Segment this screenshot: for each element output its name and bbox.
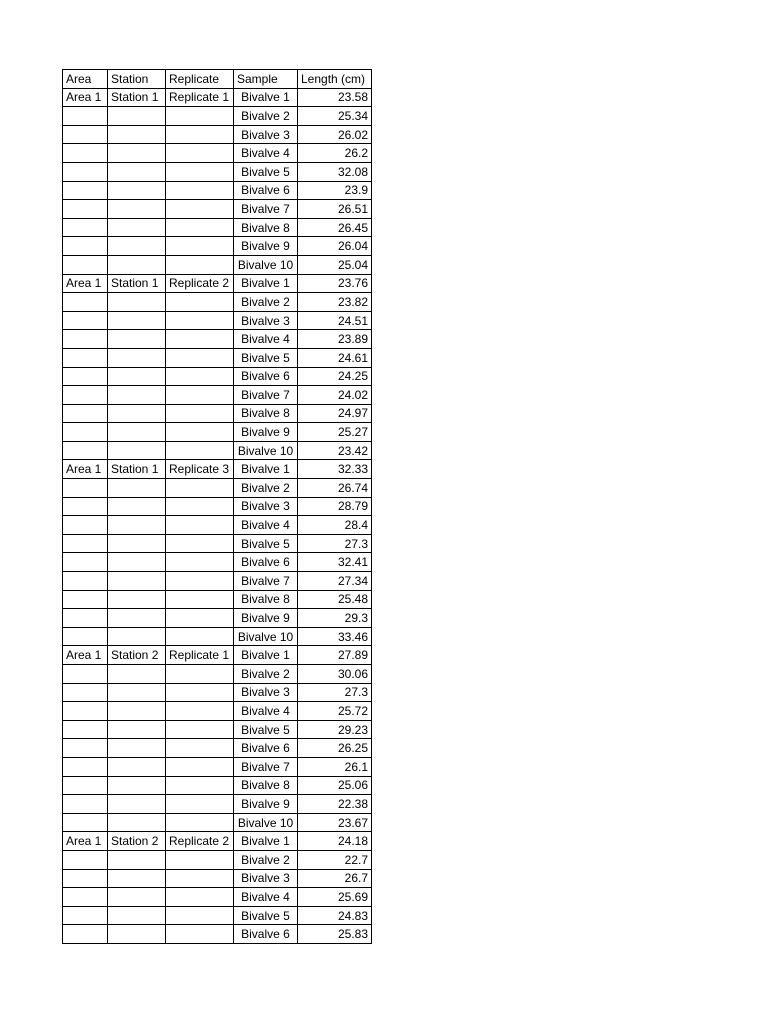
replicate-cell [166, 776, 234, 795]
replicate-cell [166, 162, 234, 181]
station-cell [108, 423, 166, 442]
table-row [63, 293, 372, 312]
replicate-cell: Replicate 3 [166, 460, 234, 479]
area-cell [63, 813, 108, 832]
area-cell [63, 255, 108, 274]
replicate-cell [166, 888, 234, 907]
table-row [63, 720, 372, 739]
area-cell [63, 906, 108, 925]
sample-cell: Bivalve 1 [234, 646, 298, 665]
length-cell: 25.27 [298, 423, 372, 442]
area-cell [63, 293, 108, 312]
replicate-cell [166, 869, 234, 888]
replicate-cell [166, 795, 234, 814]
table-row [63, 850, 372, 869]
area-cell: Area 1 [63, 274, 108, 293]
station-cell [108, 404, 166, 423]
replicate-cell [166, 125, 234, 144]
length-cell: 23.67 [298, 813, 372, 832]
table-row [63, 906, 372, 925]
station-cell [108, 534, 166, 553]
replicate-cell [166, 609, 234, 628]
table-row [63, 795, 372, 814]
area-cell [63, 925, 108, 944]
table-row [63, 683, 372, 702]
sample-cell: Bivalve 8 [234, 776, 298, 795]
area-cell [63, 534, 108, 553]
sample-cell: Bivalve 9 [234, 609, 298, 628]
station-cell [108, 237, 166, 256]
area-cell [63, 200, 108, 219]
table-row [63, 367, 372, 386]
length-cell: 24.18 [298, 832, 372, 851]
table-row [63, 609, 372, 628]
length-cell: 24.97 [298, 404, 372, 423]
replicate-cell [166, 757, 234, 776]
table-row [63, 181, 372, 200]
table-row [63, 255, 372, 274]
table-row [63, 386, 372, 405]
replicate-cell [166, 479, 234, 498]
station-cell [108, 795, 166, 814]
station-cell [108, 218, 166, 237]
header-length: Length (cm) [298, 70, 372, 89]
replicate-cell [166, 255, 234, 274]
sample-cell: Bivalve 5 [234, 720, 298, 739]
sample-cell: Bivalve 2 [234, 293, 298, 312]
length-cell: 27.3 [298, 683, 372, 702]
sample-cell: Bivalve 6 [234, 925, 298, 944]
station-cell [108, 888, 166, 907]
replicate-cell [166, 683, 234, 702]
replicate-cell [166, 516, 234, 535]
area-cell [63, 516, 108, 535]
length-cell: 26.04 [298, 237, 372, 256]
header-area: Area [63, 70, 108, 89]
table-row [63, 888, 372, 907]
header-replicate: Replicate [166, 70, 234, 89]
area-cell [63, 348, 108, 367]
station-cell: Station 1 [108, 460, 166, 479]
station-cell [108, 311, 166, 330]
data-table [62, 69, 372, 944]
header-station: Station [108, 70, 166, 89]
sample-cell: Bivalve 7 [234, 200, 298, 219]
length-cell: 26.1 [298, 757, 372, 776]
length-cell: 26.45 [298, 218, 372, 237]
station-cell [108, 107, 166, 126]
station-cell [108, 906, 166, 925]
sample-cell: Bivalve 3 [234, 125, 298, 144]
station-cell [108, 367, 166, 386]
replicate-cell [166, 572, 234, 591]
table-row [63, 144, 372, 163]
length-cell: 24.51 [298, 311, 372, 330]
table-row [63, 516, 372, 535]
area-cell [63, 479, 108, 498]
sample-cell: Bivalve 3 [234, 683, 298, 702]
sample-cell: Bivalve 1 [234, 274, 298, 293]
sample-cell: Bivalve 6 [234, 553, 298, 572]
area-cell [63, 702, 108, 721]
area-cell [63, 311, 108, 330]
length-cell: 25.48 [298, 590, 372, 609]
header-sample: Sample [234, 70, 298, 89]
length-cell: 23.82 [298, 293, 372, 312]
sample-cell: Bivalve 3 [234, 311, 298, 330]
station-cell [108, 330, 166, 349]
length-cell: 23.76 [298, 274, 372, 293]
replicate-cell [166, 386, 234, 405]
area-cell [63, 739, 108, 758]
area-cell [63, 776, 108, 795]
replicate-cell [166, 441, 234, 460]
replicate-cell [166, 850, 234, 869]
sample-cell: Bivalve 2 [234, 479, 298, 498]
area-cell [63, 572, 108, 591]
replicate-cell: Replicate 1 [166, 88, 234, 107]
length-cell: 32.41 [298, 553, 372, 572]
replicate-cell: Replicate 2 [166, 274, 234, 293]
area-cell [63, 609, 108, 628]
length-cell: 30.06 [298, 665, 372, 684]
station-cell [108, 609, 166, 628]
station-cell [108, 386, 166, 405]
table-row [63, 646, 372, 665]
length-cell: 25.72 [298, 702, 372, 721]
table-row [63, 813, 372, 832]
length-cell: 28.79 [298, 497, 372, 516]
station-cell [108, 683, 166, 702]
table-row [63, 553, 372, 572]
area-cell [63, 441, 108, 460]
sample-cell: Bivalve 5 [234, 906, 298, 925]
area-cell [63, 218, 108, 237]
length-cell: 26.25 [298, 739, 372, 758]
sample-cell: Bivalve 2 [234, 850, 298, 869]
replicate-cell [166, 925, 234, 944]
table-row [63, 627, 372, 646]
table-row [63, 330, 372, 349]
length-cell: 24.61 [298, 348, 372, 367]
sample-cell: Bivalve 4 [234, 516, 298, 535]
station-cell [108, 479, 166, 498]
length-cell: 26.7 [298, 869, 372, 888]
replicate-cell [166, 665, 234, 684]
table-row [63, 832, 372, 851]
area-cell [63, 757, 108, 776]
length-cell: 33.46 [298, 627, 372, 646]
area-cell [63, 850, 108, 869]
station-cell [108, 144, 166, 163]
station-cell [108, 255, 166, 274]
station-cell [108, 627, 166, 646]
table-row [63, 702, 372, 721]
table-row [63, 274, 372, 293]
station-cell [108, 813, 166, 832]
area-cell [63, 386, 108, 405]
sample-cell: Bivalve 1 [234, 460, 298, 479]
sample-cell: Bivalve 7 [234, 386, 298, 405]
area-cell [63, 683, 108, 702]
length-cell: 28.4 [298, 516, 372, 535]
station-cell [108, 497, 166, 516]
length-cell: 26.2 [298, 144, 372, 163]
sample-cell: Bivalve 4 [234, 144, 298, 163]
replicate-cell [166, 200, 234, 219]
length-cell: 27.89 [298, 646, 372, 665]
table-row [63, 107, 372, 126]
area-cell [63, 330, 108, 349]
table-body [63, 88, 372, 943]
length-cell: 27.34 [298, 572, 372, 591]
sample-cell: Bivalve 9 [234, 423, 298, 442]
sample-cell: Bivalve 4 [234, 888, 298, 907]
length-cell: 25.34 [298, 107, 372, 126]
station-cell [108, 757, 166, 776]
replicate-cell: Replicate 2 [166, 832, 234, 851]
length-cell: 26.02 [298, 125, 372, 144]
replicate-cell [166, 906, 234, 925]
sample-cell: Bivalve 6 [234, 181, 298, 200]
area-cell [63, 869, 108, 888]
replicate-cell [166, 627, 234, 646]
sample-cell: Bivalve 3 [234, 497, 298, 516]
replicate-cell [166, 739, 234, 758]
sample-cell: Bivalve 5 [234, 348, 298, 367]
replicate-cell [166, 144, 234, 163]
station-cell [108, 869, 166, 888]
replicate-cell [166, 237, 234, 256]
area-cell: Area 1 [63, 646, 108, 665]
replicate-cell [166, 534, 234, 553]
station-cell [108, 925, 166, 944]
length-cell: 22.38 [298, 795, 372, 814]
length-cell: 25.69 [298, 888, 372, 907]
station-cell [108, 702, 166, 721]
replicate-cell [166, 720, 234, 739]
sample-cell: Bivalve 8 [234, 590, 298, 609]
area-cell [63, 888, 108, 907]
table-row [63, 218, 372, 237]
table-row [63, 460, 372, 479]
sample-cell: Bivalve 10 [234, 255, 298, 274]
area-cell: Area 1 [63, 832, 108, 851]
station-cell [108, 516, 166, 535]
table-row [63, 572, 372, 591]
area-cell: Area 1 [63, 460, 108, 479]
station-cell [108, 181, 166, 200]
replicate-cell: Replicate 1 [166, 646, 234, 665]
table-row [63, 534, 372, 553]
area-cell [63, 107, 108, 126]
station-cell [108, 200, 166, 219]
sample-cell: Bivalve 6 [234, 367, 298, 386]
area-cell [63, 720, 108, 739]
station-cell [108, 293, 166, 312]
sample-cell: Bivalve 1 [234, 88, 298, 107]
table-row [63, 88, 372, 107]
sample-cell: Bivalve 10 [234, 813, 298, 832]
length-cell: 23.9 [298, 181, 372, 200]
replicate-cell [166, 311, 234, 330]
area-cell [63, 237, 108, 256]
station-cell [108, 125, 166, 144]
sample-cell: Bivalve 4 [234, 330, 298, 349]
station-cell: Station 1 [108, 274, 166, 293]
length-cell: 27.3 [298, 534, 372, 553]
length-cell: 23.42 [298, 441, 372, 460]
length-cell: 29.23 [298, 720, 372, 739]
replicate-cell [166, 107, 234, 126]
area-cell [63, 162, 108, 181]
sample-cell: Bivalve 9 [234, 795, 298, 814]
sample-cell: Bivalve 3 [234, 869, 298, 888]
replicate-cell [166, 590, 234, 609]
length-cell: 23.89 [298, 330, 372, 349]
length-cell: 32.33 [298, 460, 372, 479]
length-cell: 29.3 [298, 609, 372, 628]
area-cell [63, 144, 108, 163]
length-cell: 24.83 [298, 906, 372, 925]
length-cell: 22.7 [298, 850, 372, 869]
area-cell [63, 553, 108, 572]
replicate-cell [166, 293, 234, 312]
area-cell [63, 423, 108, 442]
sample-cell: Bivalve 6 [234, 739, 298, 758]
station-cell [108, 665, 166, 684]
header-row [63, 70, 372, 89]
area-cell [63, 367, 108, 386]
station-cell [108, 441, 166, 460]
table-row [63, 311, 372, 330]
replicate-cell [166, 423, 234, 442]
length-cell: 25.04 [298, 255, 372, 274]
station-cell: Station 2 [108, 646, 166, 665]
replicate-cell [166, 404, 234, 423]
station-cell [108, 720, 166, 739]
replicate-cell [166, 367, 234, 386]
table-row [63, 404, 372, 423]
table-row [63, 200, 372, 219]
sample-cell: Bivalve 8 [234, 218, 298, 237]
replicate-cell [166, 348, 234, 367]
sample-cell: Bivalve 7 [234, 757, 298, 776]
sample-cell: Bivalve 10 [234, 441, 298, 460]
sample-cell: Bivalve 5 [234, 534, 298, 553]
table-row [63, 479, 372, 498]
length-cell: 32.08 [298, 162, 372, 181]
table-row [63, 162, 372, 181]
replicate-cell [166, 330, 234, 349]
table-row [63, 125, 372, 144]
table-row [63, 776, 372, 795]
station-cell: Station 1 [108, 88, 166, 107]
length-cell: 26.74 [298, 479, 372, 498]
station-cell [108, 572, 166, 591]
station-cell: Station 2 [108, 832, 166, 851]
replicate-cell [166, 553, 234, 572]
station-cell [108, 776, 166, 795]
length-cell: 25.06 [298, 776, 372, 795]
table-row [63, 423, 372, 442]
table-row [63, 869, 372, 888]
area-cell [63, 497, 108, 516]
table-row [63, 237, 372, 256]
length-cell: 26.51 [298, 200, 372, 219]
table-row [63, 925, 372, 944]
station-cell [108, 348, 166, 367]
area-cell: Area 1 [63, 88, 108, 107]
area-cell [63, 181, 108, 200]
sample-cell: Bivalve 8 [234, 404, 298, 423]
replicate-cell [166, 497, 234, 516]
sample-cell: Bivalve 1 [234, 832, 298, 851]
sample-cell: Bivalve 2 [234, 665, 298, 684]
sample-cell: Bivalve 2 [234, 107, 298, 126]
table-row [63, 739, 372, 758]
table-row [63, 757, 372, 776]
sample-cell: Bivalve 5 [234, 162, 298, 181]
replicate-cell [166, 702, 234, 721]
length-cell: 24.25 [298, 367, 372, 386]
station-cell [108, 553, 166, 572]
replicate-cell [166, 181, 234, 200]
table-row [63, 665, 372, 684]
area-cell [63, 125, 108, 144]
station-cell [108, 590, 166, 609]
area-cell [63, 795, 108, 814]
length-cell: 23.58 [298, 88, 372, 107]
area-cell [63, 665, 108, 684]
area-cell [63, 404, 108, 423]
length-cell: 25.83 [298, 925, 372, 944]
table-row [63, 348, 372, 367]
station-cell [108, 850, 166, 869]
station-cell [108, 739, 166, 758]
table-row [63, 497, 372, 516]
sample-cell: Bivalve 9 [234, 237, 298, 256]
replicate-cell [166, 813, 234, 832]
sample-cell: Bivalve 4 [234, 702, 298, 721]
table-row [63, 441, 372, 460]
sample-cell: Bivalve 7 [234, 572, 298, 591]
length-cell: 24.02 [298, 386, 372, 405]
table-row [63, 590, 372, 609]
area-cell [63, 590, 108, 609]
station-cell [108, 162, 166, 181]
replicate-cell [166, 218, 234, 237]
area-cell [63, 627, 108, 646]
sample-cell: Bivalve 10 [234, 627, 298, 646]
